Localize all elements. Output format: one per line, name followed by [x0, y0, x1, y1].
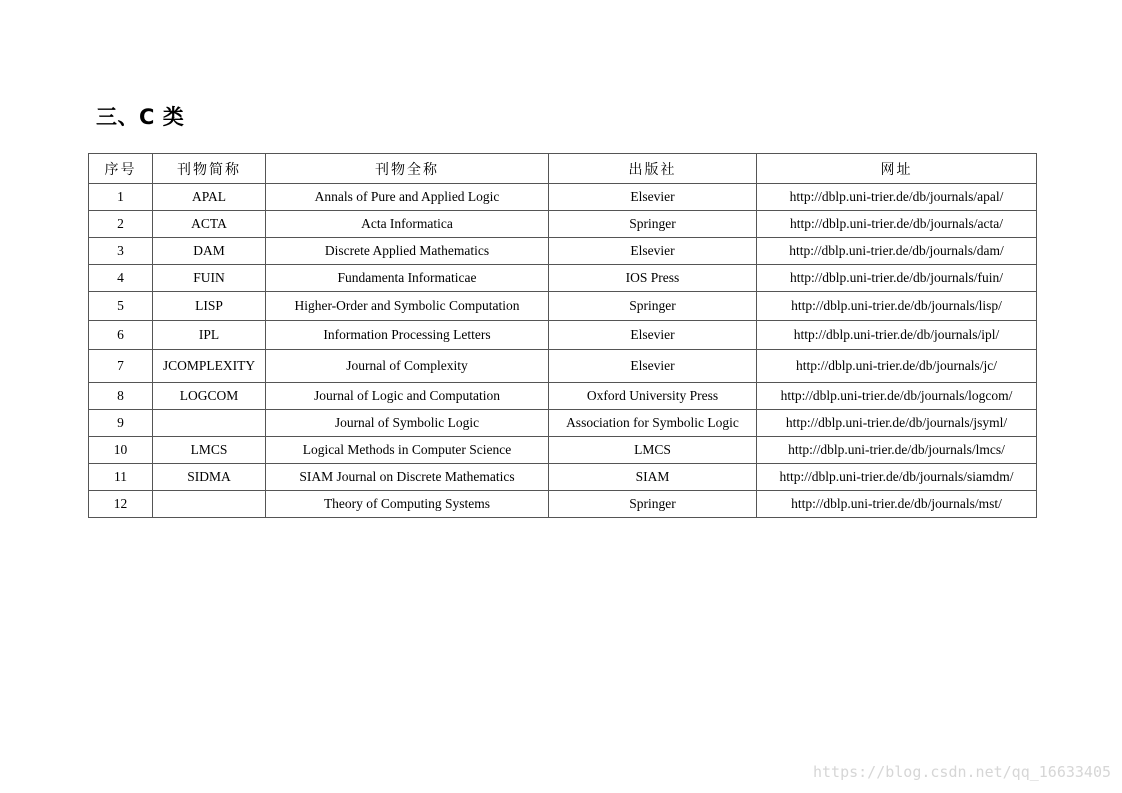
cell-index: 11: [89, 464, 153, 491]
cell-publisher: Springer: [549, 292, 757, 321]
cell-url: http://dblp.uni-trier.de/db/journals/siamdm/: [757, 464, 1037, 491]
cell-abbreviation: SIDMA: [153, 464, 266, 491]
cell-publisher: Elsevier: [549, 184, 757, 211]
cell-abbreviation: JCOMPLEXITY: [153, 350, 266, 383]
cell-url: http://dblp.uni-trier.de/db/journals/logcom/: [757, 383, 1037, 410]
cell-abbreviation: LISP: [153, 292, 266, 321]
cell-publisher: Elsevier: [549, 350, 757, 383]
table-row: [89, 321, 1037, 350]
header-url: 网址: [757, 154, 1037, 184]
cell-publisher: Oxford University Press: [549, 383, 757, 410]
table-row: [89, 350, 1037, 383]
cell-full-name: Discrete Applied Mathematics: [266, 238, 549, 265]
table-header-row: [89, 154, 1037, 184]
cell-url: http://dblp.uni-trier.de/db/journals/ipl/: [757, 321, 1037, 350]
cell-index: 3: [89, 238, 153, 265]
cell-index: 8: [89, 383, 153, 410]
cell-publisher: Association for Symbolic Logic: [549, 410, 757, 437]
table-row: [89, 491, 1037, 518]
cell-index: 4: [89, 265, 153, 292]
header-index: 序号: [89, 154, 153, 184]
cell-abbreviation: APAL: [153, 184, 266, 211]
cell-publisher: SIAM: [549, 464, 757, 491]
header-full-name: 刊物全称: [266, 154, 549, 184]
cell-abbreviation: DAM: [153, 238, 266, 265]
cell-url: http://dblp.uni-trier.de/db/journals/lisp/: [757, 292, 1037, 321]
watermark: https://blog.csdn.net/qq_16633405: [812, 763, 1111, 781]
table-row: [89, 238, 1037, 265]
table-row: [89, 464, 1037, 491]
header-abbreviation: 刊物简称: [153, 154, 266, 184]
cell-index: 10: [89, 437, 153, 464]
cell-publisher: Elsevier: [549, 321, 757, 350]
cell-index: 7: [89, 350, 153, 383]
cell-url: http://dblp.uni-trier.de/db/journals/jsyml/: [757, 410, 1037, 437]
cell-full-name: Theory of Computing Systems: [266, 491, 549, 518]
cell-index: 6: [89, 321, 153, 350]
cell-publisher: Elsevier: [549, 238, 757, 265]
cell-index: 1: [89, 184, 153, 211]
cell-abbreviation: IPL: [153, 321, 266, 350]
cell-publisher: IOS Press: [549, 265, 757, 292]
header-publisher: 出版社: [549, 154, 757, 184]
cell-abbreviation: [153, 491, 266, 518]
cell-url: http://dblp.uni-trier.de/db/journals/apal/: [757, 184, 1037, 211]
cell-url: http://dblp.uni-trier.de/db/journals/mst/: [757, 491, 1037, 518]
section-title: 三、C 类: [96, 105, 185, 129]
cell-publisher: Springer: [549, 491, 757, 518]
cell-full-name: Journal of Symbolic Logic: [266, 410, 549, 437]
cell-full-name: Logical Methods in Computer Science: [266, 437, 549, 464]
table-row: [89, 437, 1037, 464]
journal-table: [88, 153, 1037, 518]
cell-abbreviation: FUIN: [153, 265, 266, 292]
cell-abbreviation: LMCS: [153, 437, 266, 464]
table-row: [89, 383, 1037, 410]
cell-publisher: LMCS: [549, 437, 757, 464]
cell-full-name: Acta Informatica: [266, 211, 549, 238]
cell-abbreviation: [153, 410, 266, 437]
cell-index: 12: [89, 491, 153, 518]
cell-url: http://dblp.uni-trier.de/db/journals/jc/: [757, 350, 1037, 383]
table-row: [89, 410, 1037, 437]
cell-full-name: Annals of Pure and Applied Logic: [266, 184, 549, 211]
cell-url: http://dblp.uni-trier.de/db/journals/acta/: [757, 211, 1037, 238]
cell-full-name: Information Processing Letters: [266, 321, 549, 350]
table-row: [89, 265, 1037, 292]
cell-url: http://dblp.uni-trier.de/db/journals/lmcs/: [757, 437, 1037, 464]
cell-full-name: Higher-Order and Symbolic Computation: [266, 292, 549, 321]
cell-publisher: Springer: [549, 211, 757, 238]
table-row: [89, 184, 1037, 211]
cell-full-name: SIAM Journal on Discrete Mathematics: [266, 464, 549, 491]
table-row: [89, 211, 1037, 238]
cell-full-name: Journal of Complexity: [266, 350, 549, 383]
cell-url: http://dblp.uni-trier.de/db/journals/fuin/: [757, 265, 1037, 292]
cell-full-name: Journal of Logic and Computation: [266, 383, 549, 410]
cell-abbreviation: LOGCOM: [153, 383, 266, 410]
table-row: [89, 292, 1037, 321]
cell-index: 9: [89, 410, 153, 437]
cell-abbreviation: ACTA: [153, 211, 266, 238]
cell-index: 2: [89, 211, 153, 238]
cell-full-name: Fundamenta Informaticae: [266, 265, 549, 292]
cell-index: 5: [89, 292, 153, 321]
cell-url: http://dblp.uni-trier.de/db/journals/dam/: [757, 238, 1037, 265]
